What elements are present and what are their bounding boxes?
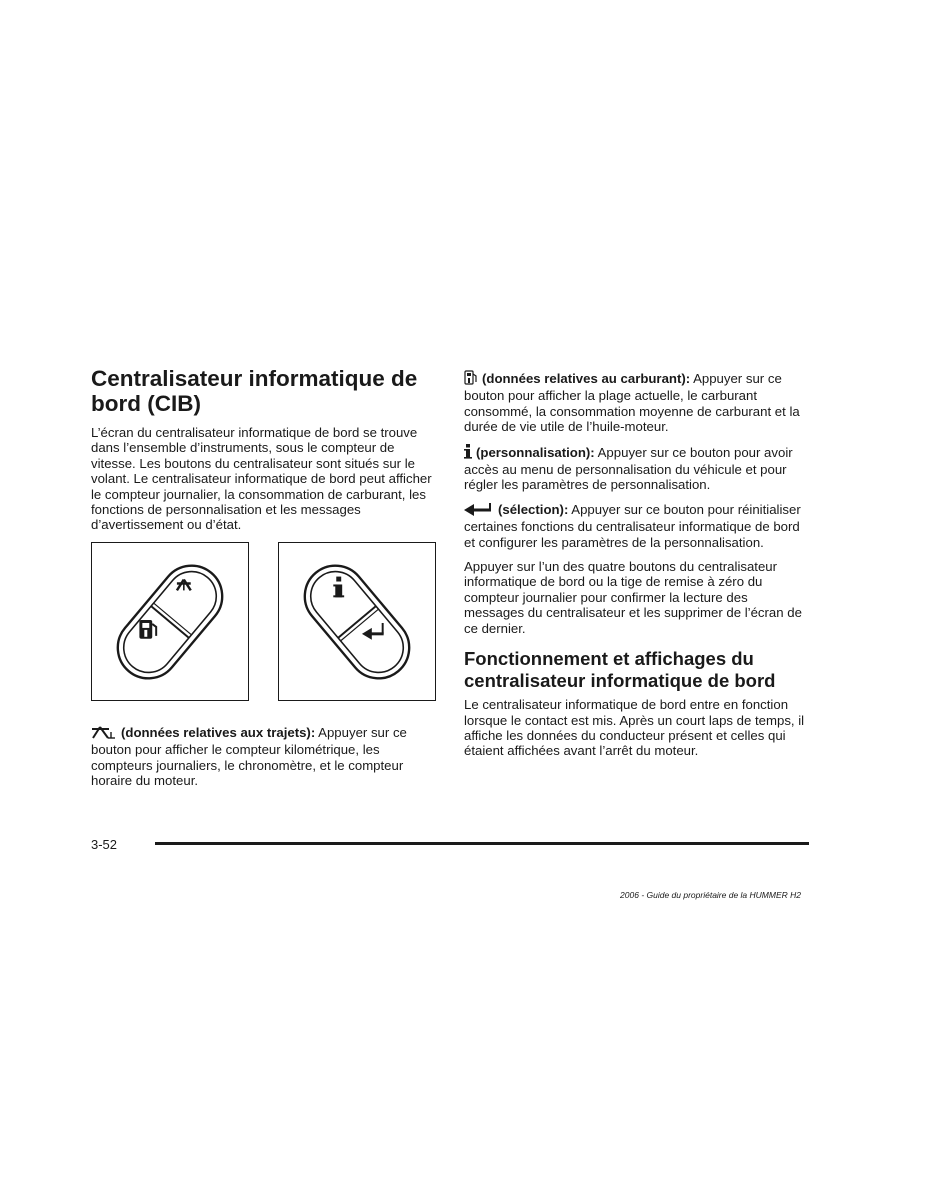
info-icon (333, 576, 344, 597)
reset-paragraph: Appuyer sur l’un des quatre boutons du centralisateur informatique de bord ou la tige de remise à zéro du compteur journalier pour confirmer la lecture des messages du centralisateur et les supprimer de l’écran de ce dernier. (464, 559, 802, 636)
left-column (91, 366, 436, 797)
trip-icon (177, 579, 191, 590)
enter-arrow-icon (362, 623, 384, 640)
fuel-pump-icon (464, 370, 478, 388)
trip-button-paragraph (91, 725, 436, 789)
right-steering-buttons-illustration (279, 543, 435, 700)
operation-paragraph: Le centralisateur informatique de bord entre en fonction lorsque le contact est mis. Après un court laps de temps, il affiche les données du conducteur présent et celles qui étaient affichées avant l’arrêt du moteur. (464, 697, 805, 759)
info-icon (464, 444, 472, 462)
fuel-description: Appuyer sur ce bouton pour afficher la plage actuelle, le carburant consommé, la consommation moyenne de carburant et la durée de vie utile de l’huile-moteur. (464, 371, 800, 435)
fuel-pump-icon (139, 620, 156, 639)
trip-label: (données relatives aux trajets): (121, 724, 316, 740)
select-description: Appuyer sur ce bouton pour réinitialiser certaines fonctions du centralisateur informatique de bord et configurer les paramètres de la personnalisation. (464, 501, 801, 550)
enter-arrow-icon (464, 502, 494, 519)
section-title-cib: Centralisateur informatique de bord (CIB) (91, 366, 418, 416)
fuel-label: (données relatives au carburant): (482, 371, 691, 386)
button-illustrations (91, 542, 436, 701)
left-steering-buttons-illustration (92, 543, 248, 700)
footer-note: 2006 - Guide du propriétaire de la HUMMER H2 (620, 890, 801, 900)
footer-divider (155, 842, 809, 845)
fuel-button-paragraph (464, 370, 809, 435)
intro-paragraph: L’écran du centralisateur informatique de bord se trouve dans l’ensemble d’instruments, sous le compteur de vitesse. Les boutons du centralisateur sont situés sur le volant. Le centralisateur informatique de bord peut afficher le compteur journalier, la consommation de carburant, les fonctions de personnalisation et les messages d’avertissement ou d’état. (91, 425, 432, 533)
personalization-label: (personnalisation): (476, 444, 595, 460)
personalization-description: Appuyer sur ce bouton pour avoir accès au menu de personnalisation du véhicule et pour régler les paramètres de personnalisation. (464, 444, 793, 493)
trip-description: Appuyer sur ce bouton pour afficher le compteur kilométrique, les compteurs journaliers, le chronomètre, et le compteur horaire du moteur. (91, 724, 407, 789)
personalization-button-paragraph (464, 444, 809, 493)
right-column (464, 370, 809, 768)
select-button-paragraph (464, 502, 809, 550)
trip-icon (91, 726, 117, 742)
right-buttons-figure (278, 542, 436, 701)
page-number: 3-52 (91, 837, 118, 852)
select-label: (sélection): (498, 501, 569, 517)
section-title-operation: Fonctionnement et affichages du centralisateur informatique de bord (464, 648, 776, 692)
left-buttons-figure (91, 542, 249, 701)
